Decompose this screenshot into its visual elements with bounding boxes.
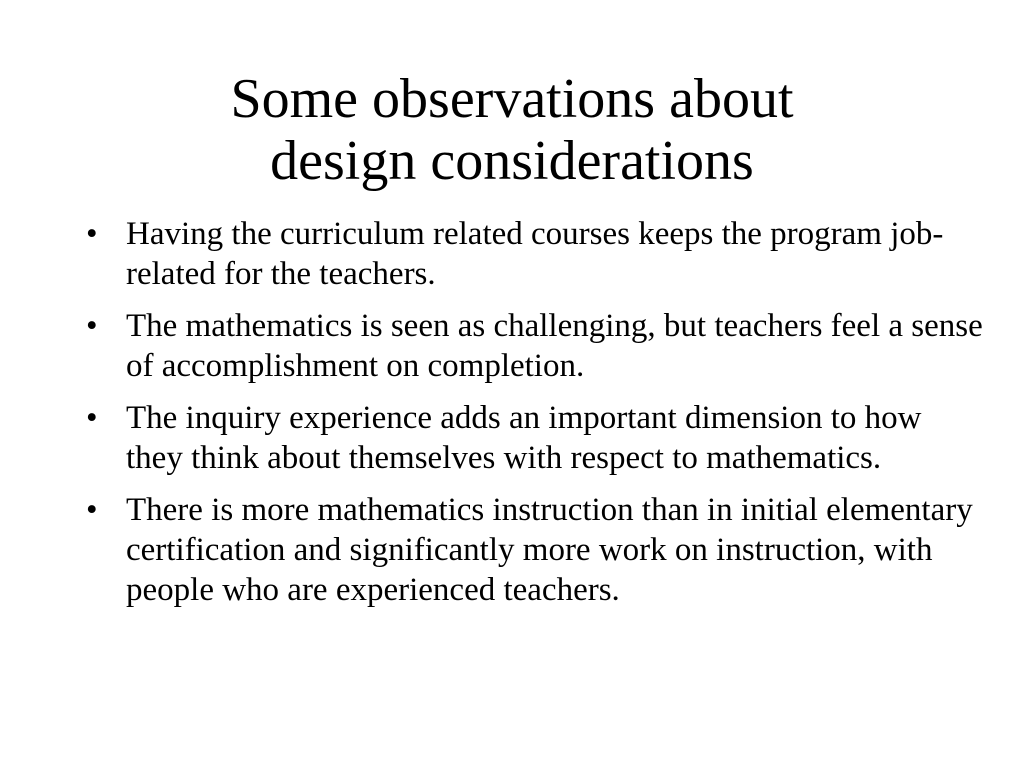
bullet-marker: • <box>86 216 98 252</box>
bullet-marker: • <box>86 400 98 436</box>
slide-title <box>0 68 1024 192</box>
bullet-text-4: There is more mathematics instruction than in initial elementary certification and significantly more work on instruction, with people who are experienced teachers. <box>126 492 973 608</box>
bullet-text-2: The mathematics is seen as challenging, but teachers feel a sense of accomplishment on completion. <box>126 308 983 384</box>
bullet-marker: • <box>86 492 98 528</box>
bullet-item-3 <box>86 398 986 478</box>
bullet-marker: • <box>86 308 98 344</box>
slide-title-line-1: Some observations about <box>230 68 794 130</box>
bullet-text-1: Having the curriculum related courses keeps the program job-related for the teachers. <box>126 216 944 292</box>
bullet-item-1 <box>86 214 986 294</box>
bullet-text-3: The inquiry experience adds an important dimension to how they think about themselves with respect to mathematics. <box>126 400 922 476</box>
bullet-list <box>86 214 986 622</box>
bullet-item-4 <box>86 490 986 610</box>
bullet-item-2 <box>86 306 986 386</box>
slide-title-line-2: design considerations <box>270 130 754 192</box>
